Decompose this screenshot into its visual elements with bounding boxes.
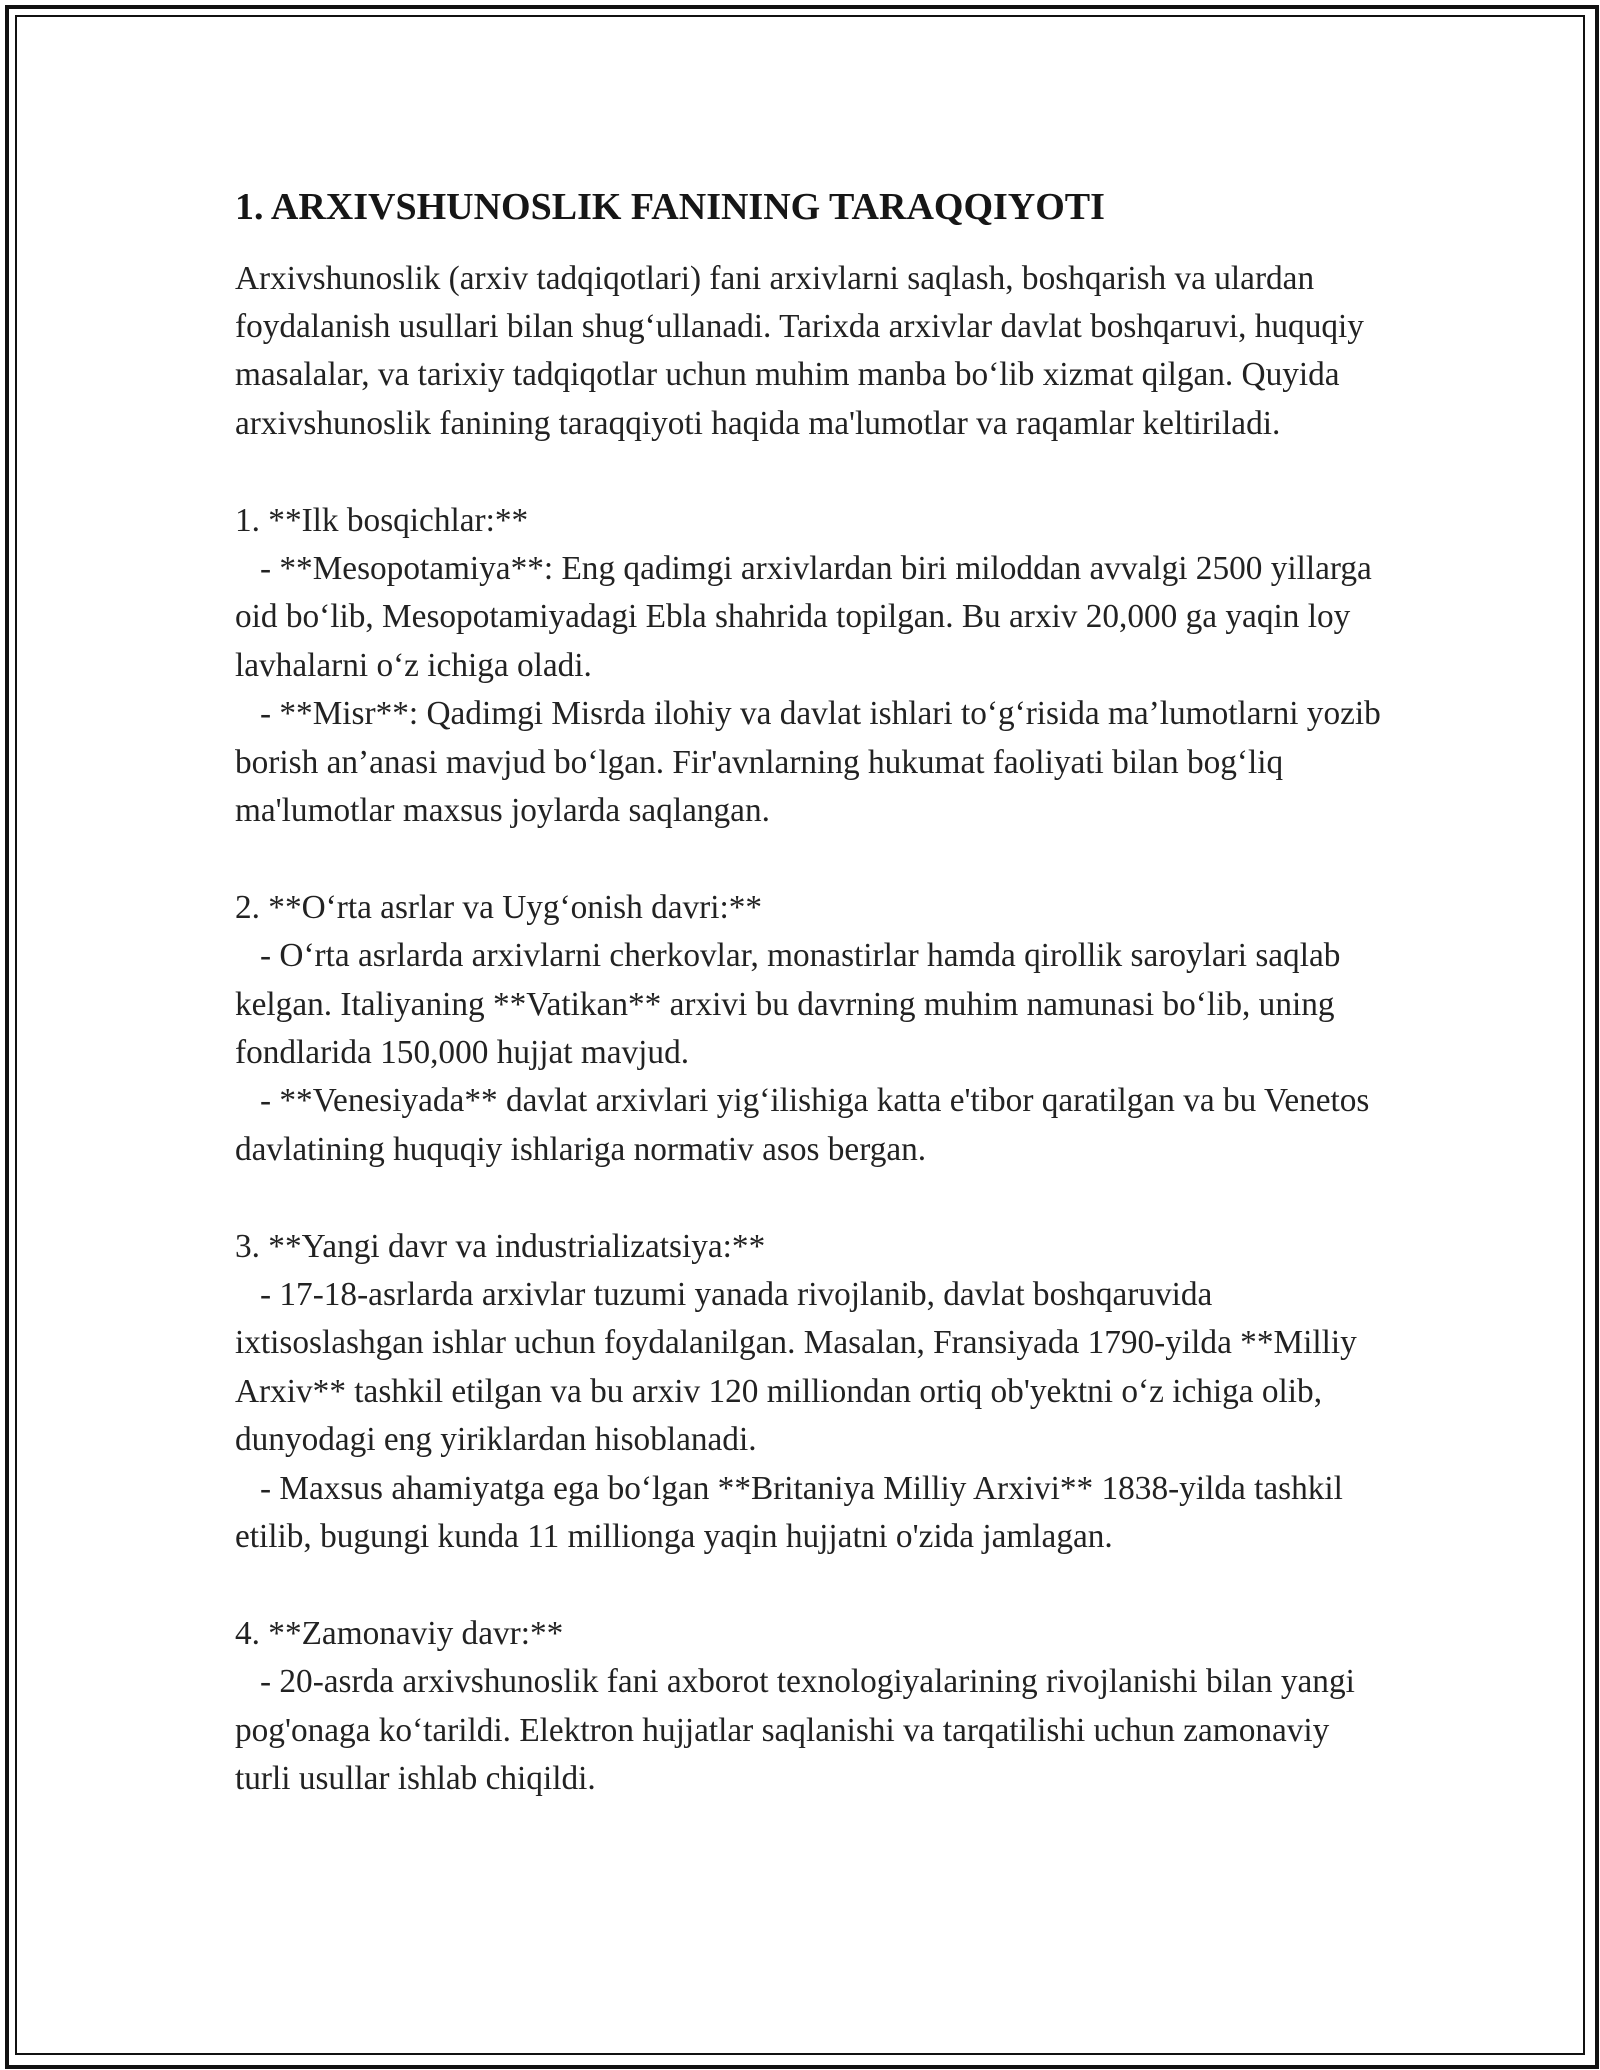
list-item: - O‘rta asrlarda arxivlarni cherkovlar, monastirlar hamda qirollik saroylari saqlab kelgan. Italiyaning **Vatikan** arxivi bu davrning muhim namunasi bo‘lib, uning fondlarida 150,000 hujjat mavjud. bbox=[235, 937, 1349, 1072]
section-new-era bbox=[235, 1223, 1385, 1562]
list-item: - **Misr**: Qadimgi Misrda ilohiy va davlat ishlari to‘g‘risida ma’lumotlarni yozib borish an’anasi mavjud bo‘lgan. Fir'avnlarning hukumat faoliyati bilan bog‘liq ma'lumotlar maxsus joylarda saqlangan. bbox=[235, 695, 1390, 830]
section-heading: 2. **O‘rta asrlar va Uyg‘onish davri:** bbox=[235, 888, 763, 926]
intro-paragraph: Arxivshunoslik (arxiv tadqiqotlari) fani arxivlarni saqlash, boshqarish va ulardan foydalanish usullari bilan shug‘ullanadi. Tarixda arxivlar davlat boshqaruvi, huquqiy masalalar, va tarixiy tadqiqotlar uchun muhim manba bo‘lib xizmat qilgan. Quyida arxivshunoslik fanining taraqqiyoti haqida ma'lumotlar va raqamlar keltiriladi. bbox=[235, 259, 1373, 442]
list-item: - 20-asrda arxivshunoslik fani axborot texnologiyalarining rivojlanishi bilan yangi pog'onaga ko‘tarildi. Elektron hujjatlar saqlanishi va tarqatilishi uchun zamonaviy turli usullar ishlab chiqildi. bbox=[235, 1663, 1364, 1798]
section-early-stages bbox=[235, 497, 1390, 836]
section-middle-ages bbox=[235, 884, 1385, 1174]
list-item: - **Mesopotamiya**: Eng qadimgi arxivlardan biri miloddan avvalgi 2500 yillarga oid bo‘lib, Mesopotamiyadagi Ebla shahrida topilgan. Bu arxiv 20,000 ga yaqin loy lavhalarni o‘z ichiga oladi. bbox=[235, 550, 1381, 684]
list-item: - Maxsus ahamiyatga ega bo‘lgan **Britaniya Milliy Arxivi** 1838-yilda tashkil etilib, bugungi kunda 11 millionga yaqin hujjatni o'zida jamlagan. bbox=[235, 1469, 1352, 1556]
list-item: - 17-18-asrlarda arxivlar tuzumi yanada rivojlanib, davlat boshqaruvida ixtisoslashgan ishlar uchun foydalanilgan. Masalan, Fransiyada 1790-yilda **Milliy Arxiv** tashkil etilgan va bu arxiv 120 milliondan ortiq ob'yektni o‘z ichiga olib, dunyodagi eng yiriklardan hisoblanadi. bbox=[235, 1276, 1364, 1459]
section-heading: 1. **Ilk bosqichlar:** bbox=[235, 501, 529, 539]
list-item: - **Venesiyada** davlat arxivlari yig‘ilishiga katta e'tibor qaratilgan va bu Venetos davlatining huquqiy ishlariga normativ asos bergan. bbox=[235, 1082, 1378, 1168]
document-content bbox=[235, 185, 1390, 1804]
section-heading: 4. **Zamonaviy davr:** bbox=[235, 1614, 564, 1652]
section-modern-era bbox=[235, 1610, 1385, 1804]
section-heading: 3. **Yangi davr va industrializatsiya:** bbox=[235, 1227, 766, 1265]
document-title: 1. ARXIVSHUNOSLIK FANINING TARAQQIYOTI bbox=[235, 186, 1105, 228]
